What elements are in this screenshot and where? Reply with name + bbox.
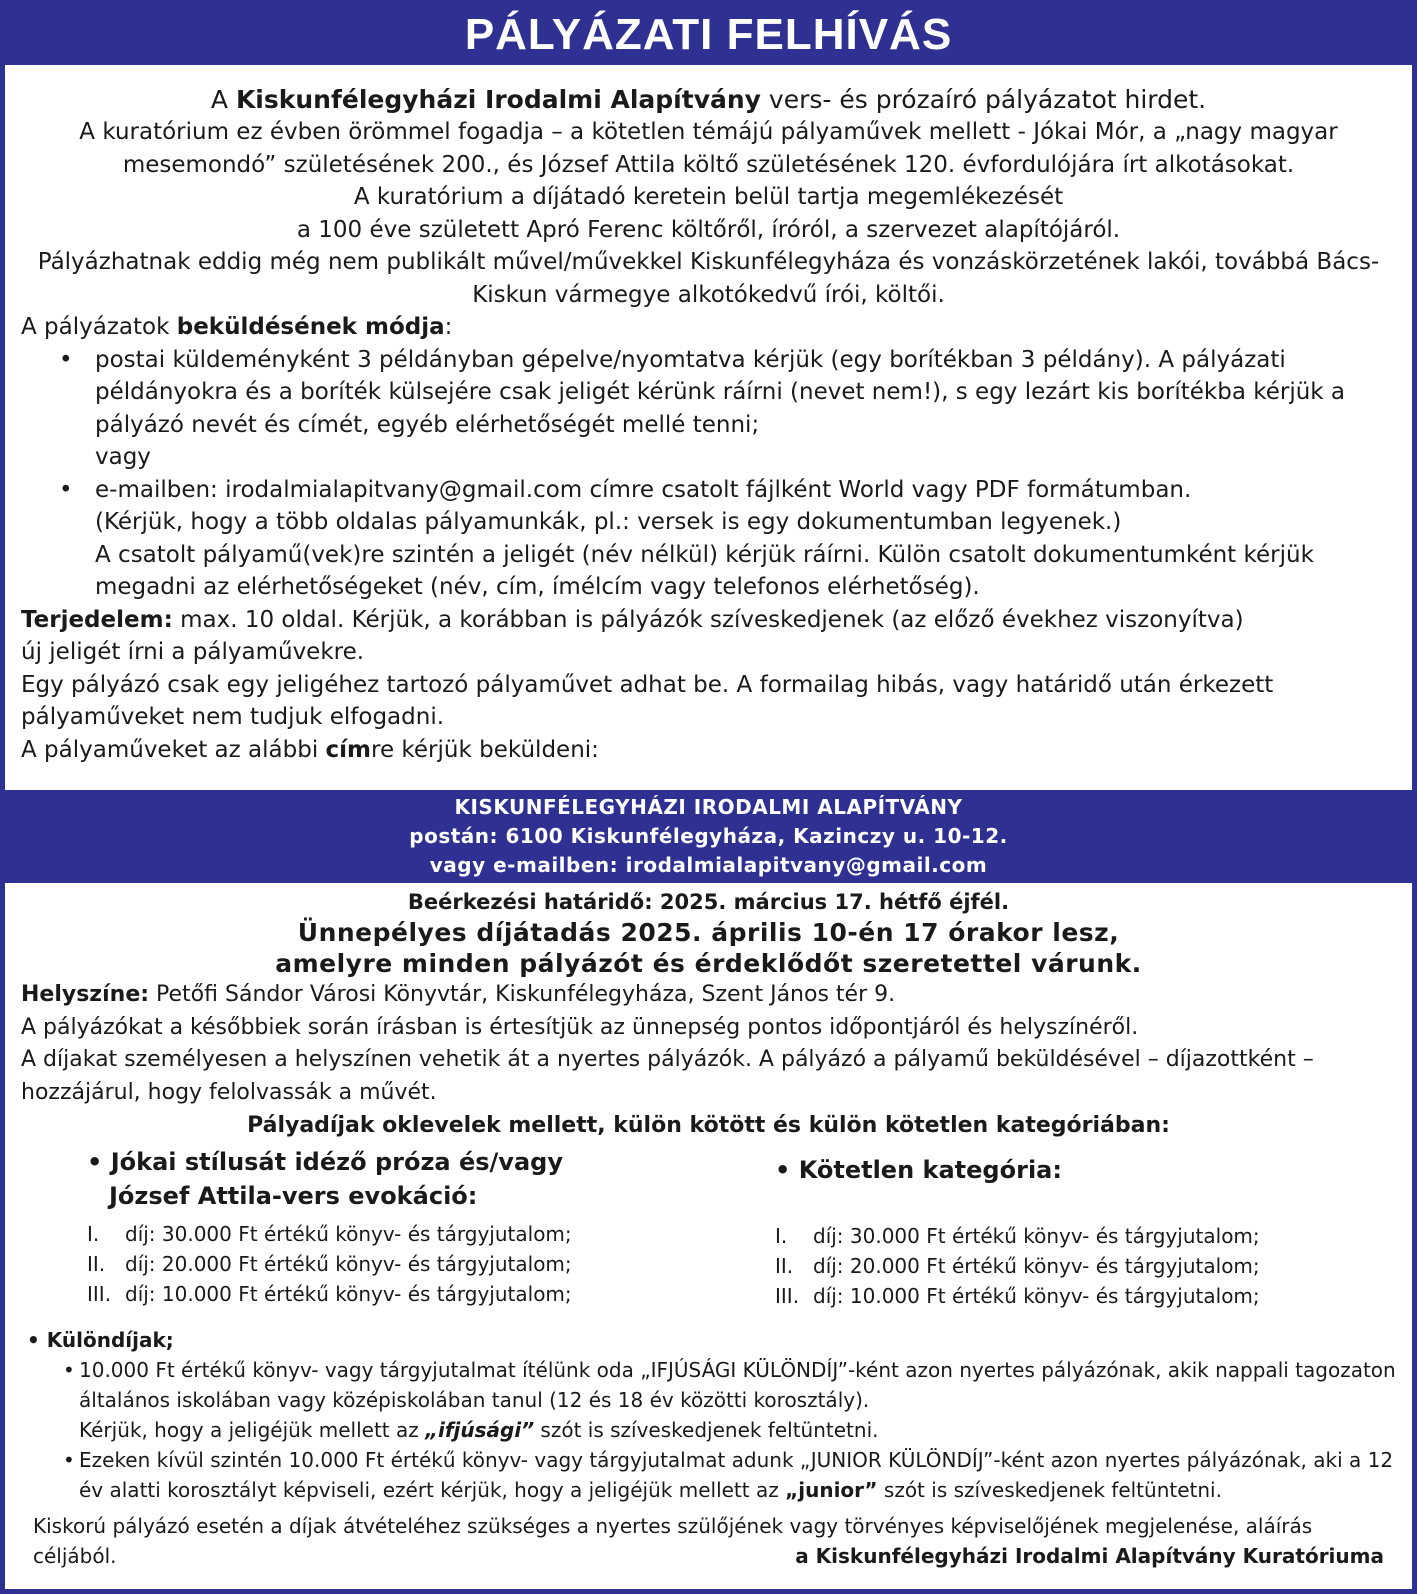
address-org: KISKUNFÉLEGYHÁZI IRODALMI ALAPÍTVÁNY: [454, 795, 963, 819]
submission-item-post: • postai küldeményként 3 példányban gépelve/nyomtatva kérjük (egy borítékban 3 példány). A pályázati példányokra és a boríték külsejére csak jeligét kérünk ráírni (nevet nem!), s egy lezárt kis borítékba kérjük a pályázó nevét és címét, egyéb elérhetőségét mellé tenni; vagy: [59, 346, 1346, 470]
prize-row: II. díj: 20.000 Ft értékű könyv- és tárgyjutalom;: [87, 1252, 572, 1276]
main-text-section: [21, 83, 1396, 766]
submission-item-email: • e-mailben: irodalmialapitvany@gmail.com címre csatolt fájlként World vagy PDF formátumban. (Kérjük, hogy a több oldalas pályamunkák, pl.: versek is egy dokumentumban legyenek.) A csatolt pályamű(vek)re szintén a jeligét (név nélkül) kérjük ráírni. Külön csatolt dokumentumként kérjük megadni az elérhetőségeket (név, cím, ímélcím vagy telefonos elérhetőség).: [59, 476, 1314, 600]
prize-categories: [21, 1143, 1396, 1325]
submission-list: [21, 344, 1396, 604]
send-to-line: A pályaműveket az alábbi címre kérjük beküldeni:: [21, 736, 599, 763]
details-section: [21, 887, 1396, 1571]
address-banner: [5, 790, 1412, 883]
prize-row: I. díj: 30.000 Ft értékű könyv- és tárgyjutalom;: [775, 1224, 1260, 1248]
intro-line: A Kiskunfélegyházi Irodalmi Alapítvány vers- és prózaíró pályázatot hirdet.: [210, 85, 1207, 114]
address-email: vagy e-mailben: irodalmialapitvany@gmail.com: [429, 853, 988, 877]
category-bound-title-2: József Attila-vers evokáció:: [109, 1182, 478, 1210]
special-prize-junior: • Ezeken kívül szintén 10.000 Ft értékű könyv- vagy tárgyjutalmat adunk „JUNIOR KÜLÖNDÍJ”-ként azon nyertes pályázónak, aki a 12 év alatti korosztályt képviseli, ezért kérjük, hogy a jeligéjük mellett az „junior” szót is szíveskedjenek feltüntetni.: [63, 1448, 1394, 1502]
prize-row: I. díj: 30.000 Ft értékű könyv- és tárgyjutalom;: [87, 1222, 572, 1246]
signature: a Kiskunfélegyházi Irodalmi Alapítvány Kuratóriuma: [795, 1544, 1384, 1568]
category-free-title: • Kötetlen kategória:: [775, 1156, 1062, 1184]
prize-row: III. díj: 10.000 Ft értékű könyv- és tárgyjutalom;: [775, 1284, 1260, 1308]
ceremony-line-1: Ünnepélyes díjátadás 2025. április 10-én 17 órakor lesz,: [297, 918, 1120, 947]
address-postal: postán: 6100 Kiskunfélegyháza, Kazinczy u. 10-12.: [409, 824, 1008, 848]
prize-row: III. díj: 10.000 Ft értékű könyv- és tárgyjutalom;: [87, 1282, 572, 1306]
org-name: Kiskunfélegyházi Irodalmi Alapítvány: [235, 85, 761, 114]
page-title: PÁLYÁZATI FELHÍVÁS: [5, 5, 1412, 65]
special-prizes-title: • Különdíjak;: [27, 1328, 174, 1352]
jubilee-paragraph: A kuratórium ez évben örömmel fogadja – a kötetlen témájú pályaművek mellett - Jókai Mór, a „nagy magyar mesemondó” születésének 200., és József Attila költő születésének 120. évfordulójára írt alkotásokat.: [79, 119, 1338, 178]
deadline: Beérkezési határidő: 2025. március 17. hétfő éjfél.: [407, 890, 1010, 914]
eligibility-paragraph: Pályázhatnak eddig még nem publikált művel/művekkel Kiskunfélegyháza és vonzáskörzetének lakói, továbbá Bács-Kiskun vármegye alkotókedvű írói, költői.: [37, 249, 1380, 308]
collect-paragraph: A díjakat személyesen a helyszínen vehetik át a nyertes pályázók. A pályázó a pályamű beküldésével – díjazottként – hozzájárul, hogy felolvassák a művét.: [21, 1047, 1314, 1105]
memorial-line-2: a 100 éve született Apró Ferenc költőről, íróról, a szervezet alapítójáról.: [296, 216, 1121, 243]
special-prize-youth: • 10.000 Ft értékű könyv- vagy tárgyjutalmat ítélünk oda „IFJÚSÁGI KÜLÖNDÍJ”-ként azon nyertes pályázónak, akik nappali tagozaton általános iskolában vagy középiskolában tanul (12 és 18 év közötti korosztály). Kérjük, hogy a jeligéjük mellett az „ifjúsági” szót is szíveskedjenek feltüntetni.: [63, 1358, 1396, 1442]
prize-row: II. díj: 20.000 Ft értékű könyv- és tárgyjutalom;: [775, 1254, 1260, 1278]
category-free: [775, 1153, 1375, 1311]
prizes-heading: Pályadíjak oklevelek mellett, külön kötött és külön kötetlen kategóriában:: [247, 1113, 1170, 1138]
minor-note: Kiskorú pályázó esetén a díjak átvételéhez szükséges a nyertes szülőjének vagy törvényes képviselőjének megjelenése, aláírás céljából. a Kiskunfélegyházi Irodalmi Alapítvány Kuratóriuma: [33, 1511, 1396, 1571]
memorial-line-1: A kuratórium a díjátadó keretein belül tartja megemlékezését: [353, 184, 1064, 210]
category-bound-title-1: • Jókai stílusát idéző próza és/vagy: [87, 1148, 563, 1176]
scope-paragraph: Terjedelem: max. 10 oldal. Kérjük, a korábban is pályázók szíveskedjenek (az előző évekhez viszonyítva) új jeligét írni a pályaművekre.: [21, 606, 1244, 665]
notify-paragraph: A pályázókat a későbbiek során írásban is értesítjük az ünnepség pontos időpontjáról és helyszínéről.: [21, 1014, 1139, 1040]
category-bound: [87, 1145, 727, 1309]
venue-line: Helyszíne: Petőfi Sándor Városi Könyvtár, Kiskunfélegyháza, Szent János tér 9.: [21, 982, 896, 1007]
ceremony-line-2: amelyre minden pályázót és érdeklődőt szeretettel várunk.: [275, 949, 1142, 978]
submission-heading: A pályázatok beküldésének módja:: [21, 314, 453, 340]
one-entry-paragraph: Egy pályázó csak egy jeligéhez tartozó pályaművet adhat be. A formailag hibás, vagy határidő után érkezett pályaműveket nem tudjuk elfogadni.: [21, 671, 1274, 730]
